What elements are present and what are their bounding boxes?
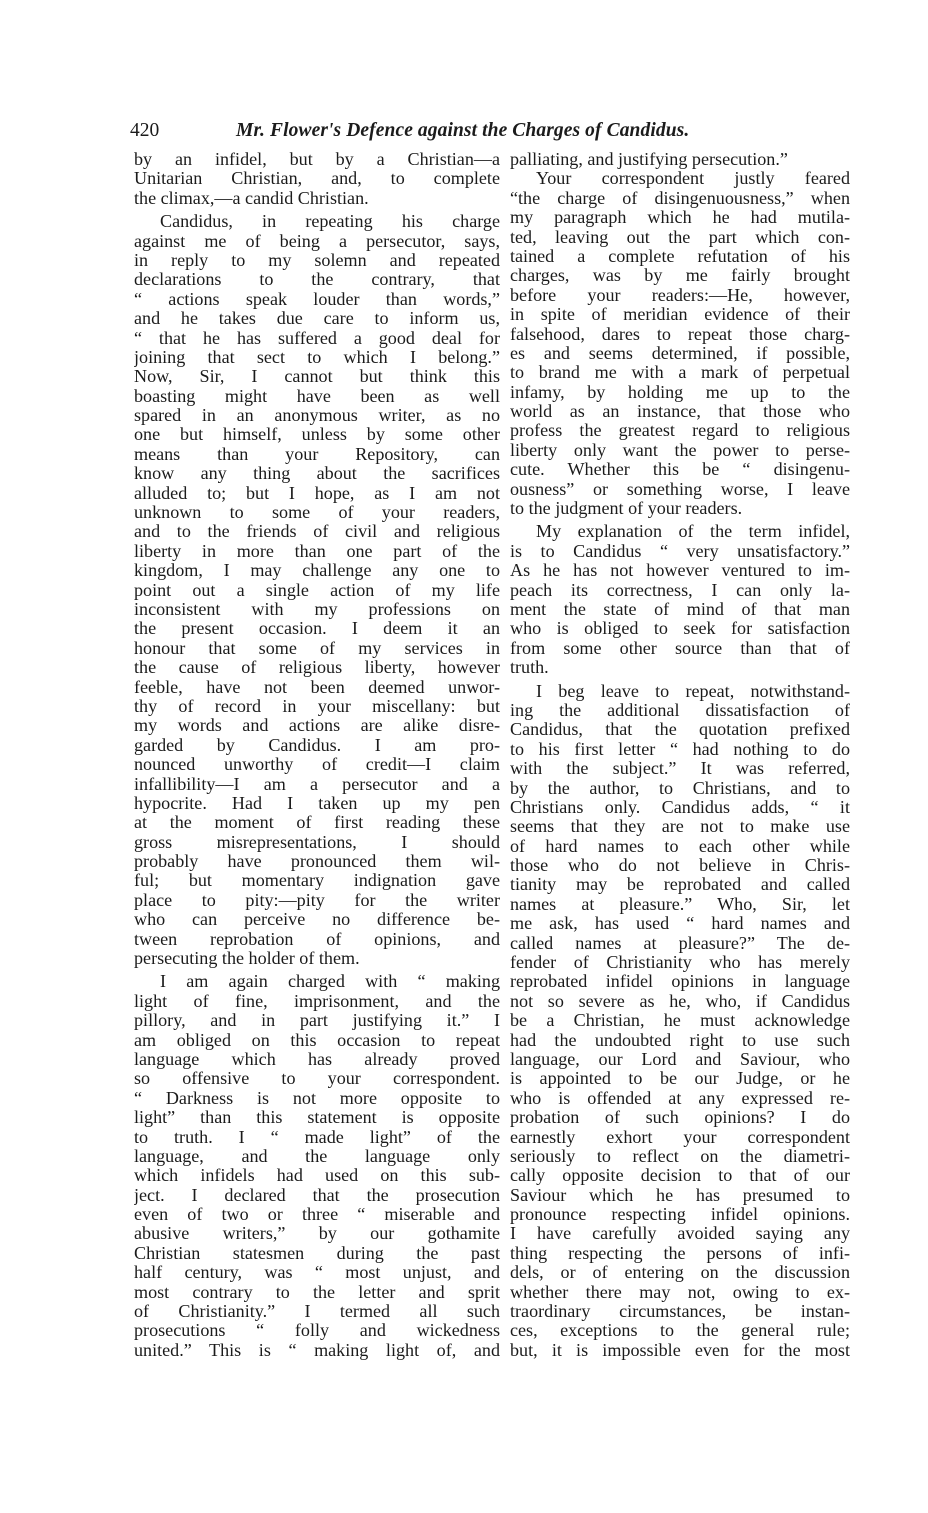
- text-line: infamy, by holding me up to the: [510, 382, 850, 402]
- text-line: fender of Christianity who has merely: [510, 953, 850, 973]
- text-line: seems that they are not to make use: [510, 817, 850, 837]
- text-line: seriously to reflect on the diametri-: [510, 1146, 850, 1166]
- text-line: Saviour which he has presumed to: [510, 1185, 850, 1205]
- text-line: I am again charged with “ making: [160, 972, 500, 992]
- text-line: to the judgment of your readers.: [510, 499, 743, 519]
- text-line: the climax,—a candid Christian.: [134, 188, 369, 208]
- text-line: peach its correctness, I can only la-: [510, 580, 850, 600]
- text-line: light” than this statement is opposite: [134, 1108, 500, 1128]
- text-line: point out a single action of my life: [134, 580, 500, 600]
- text-line: charges, was by me fairly brought: [510, 266, 850, 286]
- text-line: prosecutions “ folly and wickedness: [134, 1321, 500, 1341]
- text-line: I have carefully avoided saying any: [510, 1224, 850, 1244]
- text-line: is to Candidus “ very unsatisfactory.”: [510, 541, 850, 561]
- left-column: [134, 150, 500, 1360]
- text-line: is appointed to be our Judge, or he: [510, 1069, 850, 1089]
- text-line: me ask, has used “ hard names and: [510, 914, 850, 934]
- running-title: Mr. Flower's Defence against the Charges of Candidus.: [236, 120, 690, 141]
- text-line: earnestly exhort your correspondent: [510, 1127, 850, 1147]
- text-line: “ actions speak louder than words,”: [134, 289, 500, 309]
- text-line: Now, Sir, I cannot but think this: [134, 367, 500, 387]
- text-line: had the undoubted right to use such: [510, 1030, 850, 1050]
- text-line: united.” This is “ making light of, and: [134, 1340, 500, 1360]
- text-line: of hard names to each other while: [510, 836, 850, 856]
- text-line: persecuting the holder of them.: [134, 949, 360, 969]
- text-line: the present occasion. I deem it an: [134, 619, 500, 639]
- text-line: to his first letter “ had nothing to do: [510, 739, 850, 759]
- text-line: language, and the language only: [134, 1146, 500, 1166]
- page-number: 420: [130, 120, 160, 141]
- text-line: liberty in more than one part of the: [134, 541, 500, 561]
- text-line: names at pleasure.” Who, Sir, let: [510, 894, 850, 914]
- text-line: from some other source than that of: [510, 638, 850, 658]
- text-line: pronounce respecting infidel opinions.: [510, 1205, 850, 1225]
- text-line: es and seems determined, if possible,: [510, 343, 850, 363]
- text-line: ing the additional dissatisfaction of: [510, 700, 850, 720]
- text-line: thy of record in your miscellany: but: [134, 696, 500, 716]
- text-line: at the moment of first reading these: [134, 813, 500, 833]
- text-line: the cause of religious liberty, however: [134, 658, 500, 678]
- text-line: against me of being a persecutor, says,: [134, 231, 500, 251]
- page-header: [130, 116, 780, 146]
- text-line: to truth. I “ made light” of the: [134, 1127, 500, 1147]
- text-line: hypocrite. Had I taken up my pen: [134, 793, 500, 813]
- text-line: by an infidel, but by a Christian—a: [134, 150, 500, 169]
- text-line: be a Christian, he must acknowledge: [510, 1011, 850, 1031]
- text-line: tween reprobation of opinions, and: [134, 929, 500, 949]
- text-line: not so severe as he, who, if Candidus: [510, 991, 850, 1011]
- text-line: I beg leave to repeat, notwithstand-: [536, 681, 850, 701]
- text-line: cally opposite decision to that of our: [510, 1166, 850, 1186]
- text-line: ted, leaving out the part which con-: [510, 227, 850, 247]
- text-line: of Christianity.” I termed all such: [134, 1302, 500, 1322]
- text-line: inconsistent with my professions on: [134, 599, 500, 619]
- text-line: ment the state of mind of that man: [510, 599, 850, 619]
- text-line: infallibility—I am a persecutor and a: [134, 774, 500, 794]
- text-line: gross misrepresentations, I should: [134, 832, 500, 852]
- text-line: to brand me with a mark of perpetual: [510, 363, 850, 383]
- text-line: abusive writers,” by our gothamite: [134, 1224, 500, 1244]
- text-line: even of two or three “ miserable and: [134, 1205, 500, 1225]
- text-line: my paragraph which he had mutila-: [510, 208, 850, 228]
- text-line: probably have pronounced them wil-: [134, 852, 500, 872]
- text-line: my words and actions are alike disre-: [134, 716, 500, 736]
- text-line: ful; but momentary indignation gave: [134, 871, 500, 891]
- text-line: truth.: [510, 658, 549, 678]
- text-line: profess the greatest regard to religious: [510, 421, 850, 441]
- text-line: whether there may not, owing to ex-: [510, 1282, 850, 1302]
- text-line: alluded to; but I hope, as I am not: [134, 483, 500, 503]
- text-line: ces, exceptions to the general rule;: [510, 1321, 850, 1341]
- text-line: Christians only. Candidus adds, “ it: [510, 797, 850, 817]
- text-line: unknown to some of your readers,: [134, 503, 500, 523]
- text-line: who can perceive no difference be-: [134, 910, 500, 930]
- text-line: reprobated infidel opinions in language: [510, 972, 850, 992]
- text-line: thing respecting the persons of infi-: [510, 1243, 850, 1263]
- text-line: As he has not however ventured to im-: [510, 561, 850, 581]
- text-line: boasting might have been as well: [134, 386, 500, 406]
- text-line: nounced unworthy of credit—I claim: [134, 755, 500, 775]
- text-line: “the charge of disingenuousness,” when: [510, 188, 850, 208]
- text-line: Christian statesmen during the past: [134, 1243, 500, 1263]
- text-line: with the subject.” It was referred,: [510, 759, 850, 779]
- text-line: in spite of meridian evidence of their: [510, 305, 850, 325]
- text-line: by the author, to Christians, and to: [510, 778, 850, 798]
- text-line: am obliged on this occasion to repeat: [134, 1030, 500, 1050]
- text-line: palliating, and justifying persecution.”: [510, 150, 788, 169]
- text-line: My explanation of the term infidel,: [536, 522, 850, 542]
- text-line: Unitarian Christian, and, to complete: [134, 169, 500, 189]
- text-line: honour that some of my services in: [134, 638, 500, 658]
- text-line: in reply to my solemn and repeated: [134, 250, 500, 270]
- text-line: means than your Repository, can: [134, 444, 500, 464]
- text-line: which infidels had used on this sub-: [134, 1166, 500, 1186]
- text-line: tianity may be reprobated and called: [510, 875, 850, 895]
- text-line: and he takes due care to inform us,: [134, 309, 500, 329]
- text-line: place to pity:—pity for the writer: [134, 890, 500, 910]
- text-line: most contrary to the letter and sprit: [134, 1282, 500, 1302]
- text-line: “ Darkness is not more opposite to: [134, 1088, 500, 1108]
- text-line: who is obliged to seek for satisfaction: [510, 619, 850, 639]
- text-line: liberty only want the power to perse-: [510, 440, 850, 460]
- text-line: and to the friends of civil and religious: [134, 522, 500, 542]
- text-line: declarations to the contrary, that: [134, 270, 500, 290]
- text-line: so offensive to your correspondent.: [134, 1069, 500, 1089]
- text-line: joining that sect to which I belong.”: [134, 347, 500, 367]
- text-line: spared in an anonymous writer, as no: [134, 406, 500, 426]
- text-line: tained a complete refutation of his: [510, 246, 850, 266]
- text-line: falsehood, dares to repeat those charg-: [510, 324, 850, 344]
- text-line: Candidus, in repeating his charge: [160, 212, 500, 232]
- text-line: but, it is impossible even for the most: [510, 1340, 850, 1360]
- text-line: cute. Whether this be “ disingenu-: [510, 460, 850, 480]
- text-line: who is offended at any expressed re-: [510, 1088, 850, 1108]
- text-line: those who do not believe in Chris-: [510, 856, 850, 876]
- text-line: half century, was “ most unjust, and: [134, 1263, 500, 1283]
- text-line: pillory, and in part justifying it.” I: [134, 1011, 500, 1031]
- text-line: one but himself, unless by some other: [134, 425, 500, 445]
- text-line: kingdom, I may challenge any one to: [134, 561, 500, 581]
- right-column: [510, 150, 850, 1360]
- text-line: ject. I declared that the prosecution: [134, 1185, 500, 1205]
- text-line: “ that he has suffered a good deal for: [134, 328, 500, 348]
- text-line: traordinary circumstances, be instan-: [510, 1302, 850, 1322]
- text-line: language, our Lord and Saviour, who: [510, 1049, 850, 1069]
- text-line: dels, or of entering on the discussion: [510, 1263, 850, 1283]
- text-line: language which has already proved: [134, 1049, 500, 1069]
- text-line: ousness” or something worse, I leave: [510, 479, 850, 499]
- text-line: called names at pleasure?” The de-: [510, 933, 850, 953]
- text-line: probation of such opinions? I do: [510, 1108, 850, 1128]
- text-line: light of fine, imprisonment, and the: [134, 991, 500, 1011]
- text-line: Your correspondent justly feared: [536, 169, 850, 189]
- text-line: feeble, have not been deemed unwor-: [134, 677, 500, 697]
- text-line: Candidus, that the quotation prefixed: [510, 720, 850, 740]
- text-line: world as an instance, that those who: [510, 402, 850, 422]
- text-line: know any thing about the sacrifices: [134, 464, 500, 484]
- text-line: garded by Candidus. I am pro-: [134, 735, 500, 755]
- text-line: before your readers:—He, however,: [510, 285, 850, 305]
